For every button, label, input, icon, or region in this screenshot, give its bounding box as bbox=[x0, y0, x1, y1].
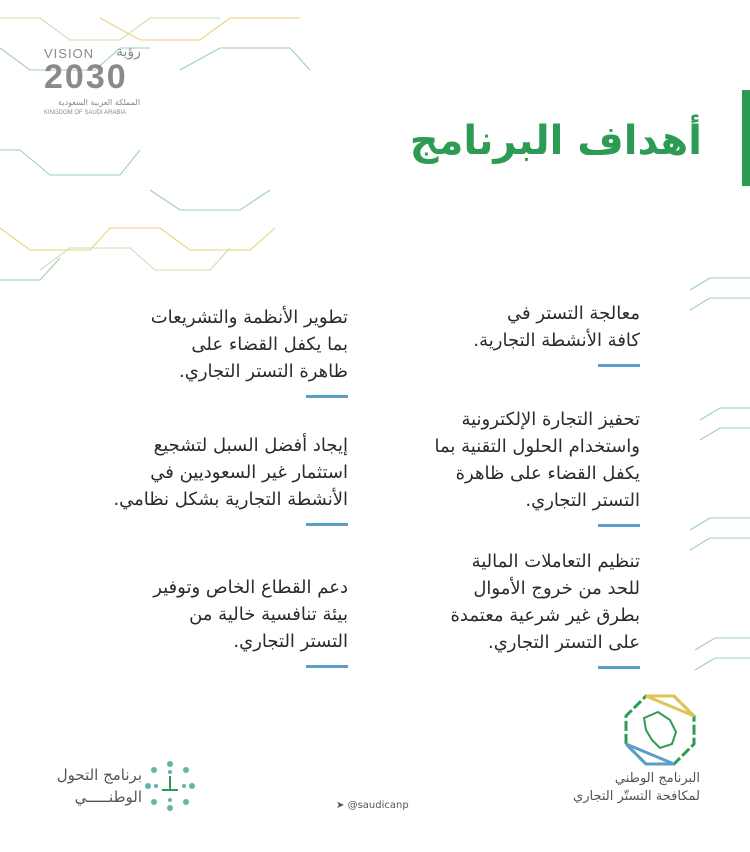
vision-subtitle-en: KINGDOM OF SAUDI ARABIA bbox=[44, 110, 127, 116]
page-title: أهداف البرنامج bbox=[409, 118, 702, 164]
goal-1-line-1: معالجة التستر في bbox=[507, 303, 640, 324]
goal-4-line-2: استثمار غير السعوديين في bbox=[150, 462, 348, 483]
ncp-octagon-icon bbox=[622, 692, 698, 768]
ntp-line-2: الوطنـــــي bbox=[74, 788, 142, 806]
goal-5-underline bbox=[598, 666, 640, 669]
goal-5-line-1: تنظيم التعاملات المالية bbox=[471, 551, 640, 572]
ntp-line-1: برنامج التحول bbox=[56, 766, 142, 784]
goal-4-line-3: الأنشطة التجارية بشكل نظامي. bbox=[113, 489, 348, 510]
decorative-lines-right bbox=[660, 270, 750, 690]
vision-year: 2030 bbox=[44, 58, 128, 96]
goal-4 bbox=[58, 432, 348, 526]
ntp-flower-icon bbox=[144, 760, 196, 812]
goal-3 bbox=[320, 406, 640, 527]
vision-label: VISION bbox=[44, 46, 95, 61]
goal-4-line-1: إيجاد أفضل السبل لتشجيع bbox=[153, 435, 348, 456]
goal-5-line-4: على التستر التجاري. bbox=[487, 632, 640, 653]
goal-4-underline bbox=[306, 523, 348, 526]
vision-arabic-label: رؤية bbox=[116, 44, 141, 60]
goal-2-line-1: تطوير الأنظمة والتشريعات bbox=[150, 307, 348, 328]
social-handle[interactable] bbox=[336, 800, 409, 811]
goal-2 bbox=[58, 304, 348, 398]
goal-6-line-3: التستر التجاري. bbox=[233, 631, 348, 652]
goal-3-line-1: تحفيز التجارة الإلكترونية bbox=[461, 409, 640, 430]
goal-2-underline bbox=[306, 395, 348, 398]
goal-2-line-2: بما يكفل القضاء على bbox=[191, 334, 348, 355]
goal-6-line-2: بيئة تنافسية خالية من bbox=[189, 604, 348, 625]
twitter-icon: ➤ bbox=[336, 800, 345, 811]
decorative-lines-top-left bbox=[0, 0, 320, 300]
ntp-name bbox=[42, 764, 142, 808]
goal-5-line-3: بطرق غير شرعية معتمدة bbox=[450, 605, 640, 626]
goal-3-underline bbox=[598, 524, 640, 527]
goal-1-line-2: كافة الأنشطة التجارية. bbox=[473, 330, 640, 351]
goal-5 bbox=[320, 548, 640, 669]
ncp-line-2: لمكافحة التستّر التجاري bbox=[573, 789, 700, 804]
goal-3-line-2: واستخدام الحلول التقنية بما bbox=[434, 436, 640, 457]
ncp-logo bbox=[622, 692, 698, 768]
ncp-name bbox=[480, 770, 700, 806]
goal-3-line-4: التستر التجاري. bbox=[525, 490, 640, 511]
goal-2-line-3: ظاهرة التستر التجاري. bbox=[179, 361, 348, 382]
ntp-logo bbox=[144, 760, 196, 812]
accent-bar bbox=[742, 90, 750, 186]
goal-5-line-2: للحد من خروج الأموال bbox=[473, 578, 640, 599]
goal-3-line-3: يكفل القضاء على ظاهرة bbox=[455, 463, 640, 484]
vision-2030-logo bbox=[44, 46, 164, 124]
social-handle-text: @saudicanp bbox=[347, 800, 409, 811]
vision-subtitle-ar: المملكة العربية السعودية bbox=[58, 98, 141, 107]
goal-6-line-1: دعم القطاع الخاص وتوفير bbox=[153, 577, 348, 598]
ncp-line-1: البرنامج الوطني bbox=[614, 771, 700, 786]
goal-6 bbox=[58, 574, 348, 668]
goal-1-underline bbox=[598, 364, 640, 367]
goal-1 bbox=[320, 300, 640, 367]
goal-6-underline bbox=[306, 665, 348, 668]
